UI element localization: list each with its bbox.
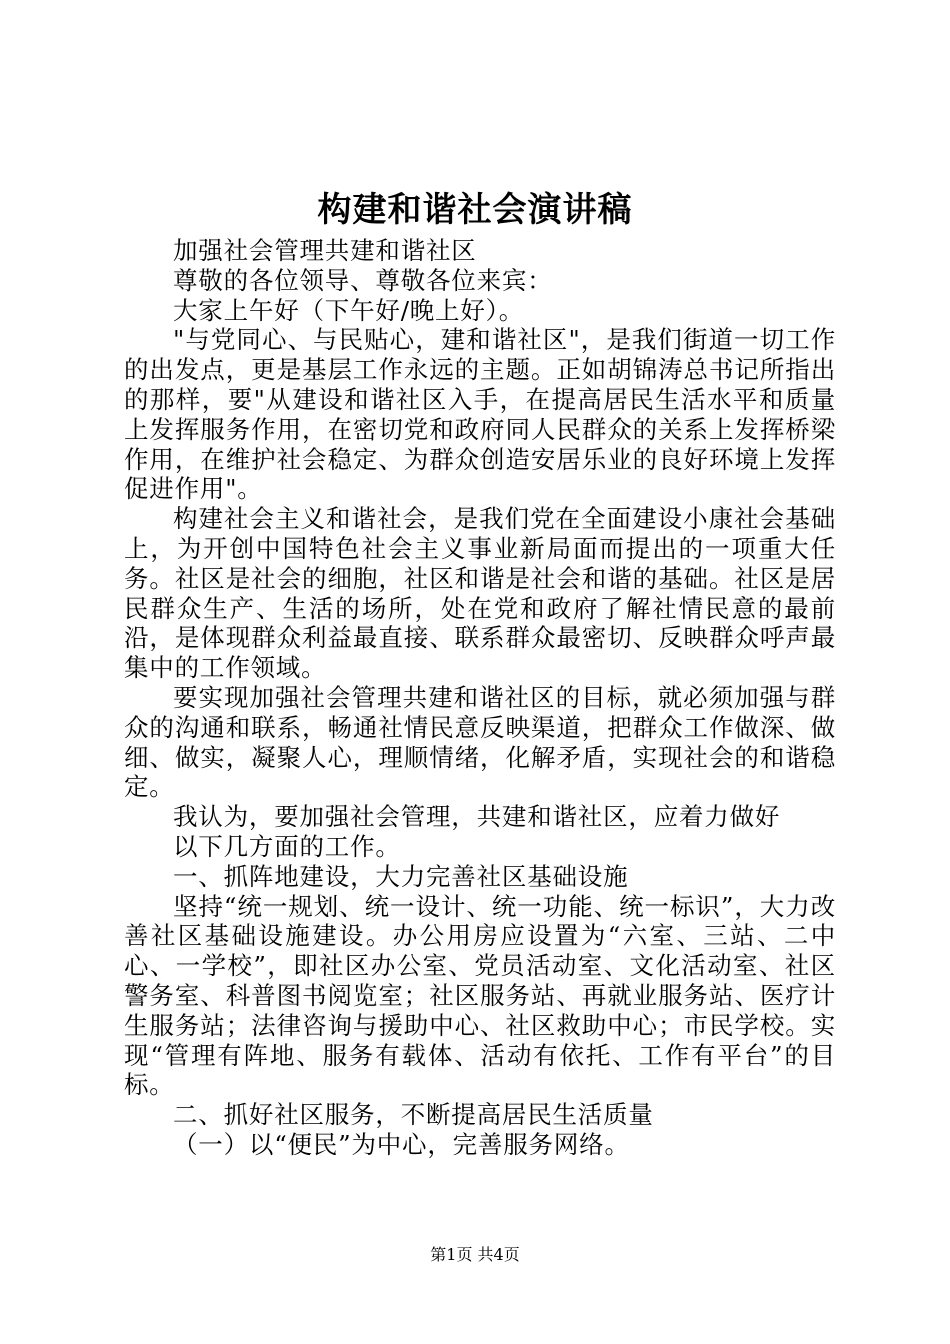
paragraph: 构建社会主义和谐社会，是我们党在全面建设小康社会基础上，为开创中国特色社会主义事业新局面而提出的一项重大任务。社区是社会的细胞，社区和谐是社会和谐的基础。社区是居民群众生产、生活的场所，处在党和政府了解社情民意的最前沿，是体现群众利益最直接、联系群众最密切、反映群众呼声最集中的工作领域。: [124, 504, 836, 683]
page-footer: 第1页 共4页: [430, 1245, 520, 1264]
section-heading: 二、抓好社区服务，不断提高居民生活质量: [173, 1100, 654, 1130]
paragraph: "与党同心、与民贴心，建和谐社区"，是我们街道一切工作的出发点，更是基层工作永远的主题。正如胡锦涛总书记所指出的那样，要"从建设和谐社区入手，在提高居民生活水平和质量上发挥服务作用，在密切党和政府同人民群众的关系上发挥桥梁作用，在维护社会稳定、为群众创造安居乐业的良好环境上发挥促进作用"。: [124, 325, 836, 504]
paragraph: 要实现加强社会管理共建和谐社区的目标，就必须加强与群众的沟通和联系，畅通社情民意反映渠道，把群众工作做深、做细、做实，凝聚人心，理顺情绪，化解矛盾，实现社会的和谐稳定。: [124, 682, 836, 802]
document-title: 构建和谐社会演讲稿: [317, 190, 633, 230]
sub-section-heading: （一）以“便民”为中心，完善服务网络。: [173, 1129, 630, 1159]
paragraph: 以下几方面的工作。: [173, 831, 401, 861]
paragraph-greeting: 大家上午好（下午好/晚上好）。: [173, 295, 525, 325]
paragraph-subtitle: 加强社会管理共建和谐社区: [173, 236, 477, 265]
paragraph: 坚持“统一规划、统一设计、统一功能、统一标识”，大力改善社区基础设施建设。办公用房应设置为“六室、三站、二中心、一学校”，即社区办公室、党员活动室、文化活动室、社区警务室、科普图书阅览室；社区服务站、再就业服务站、医疗计生服务站；法律咨询与援助中心、社区救助中心；市民学校。实现“管理有阵地、服务有载体、活动有依托、工作有平台”的目标。: [124, 891, 836, 1100]
section-heading: 一、抓阵地建设，大力完善社区基础设施: [173, 861, 629, 891]
document-body: [124, 236, 836, 1160]
paragraph: 我认为，要加强社会管理，共建和谐社区，应着力做好: [173, 802, 781, 832]
paragraph-salutation: 尊敬的各位领导、尊敬各位来宾：: [173, 265, 553, 295]
